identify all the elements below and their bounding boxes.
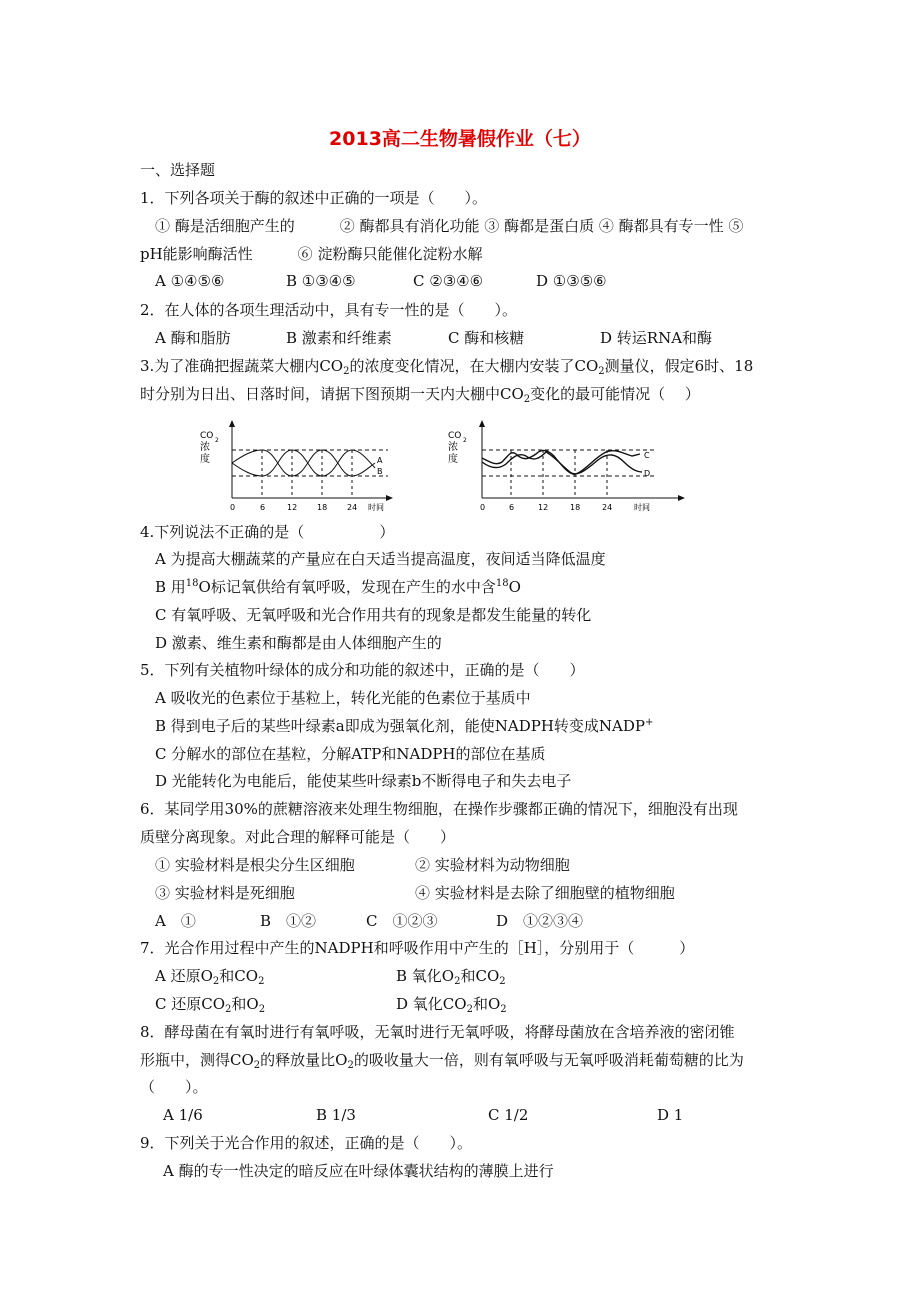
q6-option-a: A ① [155,912,196,930]
label-b: B [377,467,383,476]
q1-option-c: C ②③④⑥ [413,272,484,290]
q2-option-d: D 转运RNA和酶 [600,329,713,347]
q1-stem: 1．下列各项关于酶的叙述中正确的一项是（ ）。 [140,189,488,207]
q2-option-b: B 激素和纤维素 [286,329,392,347]
label-a: A [377,456,383,465]
curve-d [482,452,642,474]
q5-option-c: C 分解水的部位在基粒，分解ATP和NADPH的部位在基质 [155,745,546,763]
left-ylabel-du: 度 [200,454,210,465]
q9-option-a: A 酶的专一性决定的暗反应在叶绿体囊状结构的薄膜上进行 [163,1162,554,1180]
q1-option-a: A ①④⑤⑥ [155,272,225,290]
q6-option-d: D ①②③④ [496,912,584,930]
left-tick-0: 0 [230,503,236,512]
q6-item-4: ④ 实验材料是去除了细胞壁的植物细胞 [415,884,675,902]
q6-item-3: ③ 实验材料是死细胞 [155,884,295,902]
right-x-arrow [678,495,685,501]
q4-option-a: A 为提高大棚蔬菜的产量应在白天适当提高温度，夜间适当降低温度 [155,550,606,568]
q6-stem-line1: 6．某同学用30%的蔗糖溶液来处理生物细胞，在操作步骤都正确的情况下，细胞没有出现 [140,800,738,818]
left-tick-12: 12 [287,503,298,512]
q6-stem-line2: 质壁分离现象。对此合理的解释可能是（ ） [140,828,456,846]
right-tick-24: 24 [602,503,613,512]
q2-option-c: C 酶和核糖 [448,329,525,347]
right-ylabel-nong: 浓 [448,442,458,453]
q8-stem-line2: 形瓶中，测得$CO_2$的释放量比$O_2$的吸收量大一倍，则有氧呼吸与无氧呼吸消耗葡萄糖的比为 [140,1051,744,1071]
q6-item-2: ② 实验材料为动物细胞 [415,856,570,874]
q5-option-d: D 光能转化为电能后，能使某些叶绿素b不断得电子和失去电子 [155,772,572,790]
left-graph [200,420,393,512]
left-tick-6: 6 [260,503,266,512]
q7-option-c: C 还原$CO_2$和$O_2$ [155,995,266,1015]
q6-item-1: ① 实验材料是根尖分生区细胞 [155,856,355,874]
q1-statements-line1: ① 酶是活细胞产生的 ② 酶都具有消化功能 ③ 酶都是蛋白质 ④ 酶都具有专一性 ⑤ [155,217,744,235]
left-x-arrow [386,495,393,501]
q7-option-a: A 还原$O_2$和$CO_2$ [155,967,265,987]
q1-option-b: B ①③④⑤ [286,272,356,290]
right-tick-18: 18 [570,503,581,512]
curve-a [232,450,375,476]
q2-option-a: A 酶和脂肪 [155,329,231,347]
q4-option-b: B 用$^{18}$O标记氧供给有氧呼吸，发现在产生的水中含$^{18}$O [155,578,521,596]
q3-stem-line2: 时分别为日出、日落时间，请据下图预期一天内大棚中$CO_2$变化的最可能情况（ ） [140,385,700,405]
label-c: C [644,451,650,460]
left-ylabel-sub: 2 [215,437,219,444]
q5-stem: 5．下列有关植物叶绿体的成分和功能的叙述中，正确的是（ ） [140,661,585,679]
section-heading: 一、选择题 [140,161,216,179]
right-y-arrow [479,420,485,427]
q7-option-d: D 氧化$CO_2$和$O_2$ [396,995,507,1015]
right-xlabel: 时间 [634,503,650,512]
right-ylabel-co2: CO [448,431,462,441]
right-tick-0: 0 [480,503,486,512]
left-xlabel: 时间 [368,503,384,512]
label-d: D [644,469,651,478]
q2-stem: 2．在人体的各项生理活动中，具有专一性的是（ ）。 [140,301,518,319]
q9-stem: 9．下列关于光合作用的叙述，正确的是（ ）。 [140,1134,473,1152]
q5-option-a: A 吸收光的色素位于基粒上，转化光能的色素位于基质中 [155,689,531,707]
left-ylabel-co2: CO [200,431,214,441]
curve-b [232,450,375,476]
q6-option-b: B ①② [260,912,317,930]
q8-stem-line3: （ ）。 [140,1078,208,1096]
q1-option-d: D ①③⑤⑥ [536,272,607,290]
q7-stem: 7．光合作用过程中产生的NADPH和呼吸作用中产生的［H］，分别用于（ ） [140,939,695,957]
left-ylabel-nong: 浓 [200,442,210,453]
left-y-arrow [229,420,235,427]
q8-option-b: B 1/3 [316,1106,356,1124]
q1-statements-line2: pH能影响酶活性 ⑥ 淀粉酶只能催化淀粉水解 [140,245,483,263]
q8-option-d: D 1 [657,1106,684,1124]
q4-option-c: C 有氧呼吸、无氧呼吸和光合作用共有的现象是都发生能量的转化 [155,606,592,624]
right-tick-6: 6 [509,503,515,512]
q3-stem-line1: 3.为了准确把握蔬菜大棚内$CO_2$的浓度变化情况，在大棚内安装了$CO_2$测量仪，假定6时、18 [140,357,754,377]
q6-option-c: C ①②③ [366,912,438,930]
right-tick-12: 12 [538,503,549,512]
q7-option-b: B 氧化$O_2$和$CO_2$ [396,967,506,987]
right-ylabel-sub: 2 [463,437,467,444]
right-graph [448,420,685,512]
left-tick-24: 24 [347,503,358,512]
q4-option-d: D 激素、维生素和酶都是由人体细胞产生的 [155,634,442,652]
q8-option-a: A 1/6 [163,1106,203,1124]
curve-c [482,450,640,474]
page-title: 2013高二生物暑假作业（七） [329,128,591,150]
left-tick-18: 18 [317,503,328,512]
q8-option-c: C 1/2 [488,1106,529,1124]
q5-option-b: B 得到电子后的某些叶绿素a即成为强氧化剂，能使NADPH转变成NADP+ [155,717,654,735]
co2-graphs [190,418,690,518]
right-ylabel-du: 度 [448,454,458,465]
q8-stem-line1: 8．酵母菌在有氧时进行有氧呼吸，无氧时进行无氧呼吸，将酵母菌放在含培养液的密闭锥 [140,1023,735,1041]
q4-stem: 4.下列说法不正确的是（ ） [140,523,395,541]
